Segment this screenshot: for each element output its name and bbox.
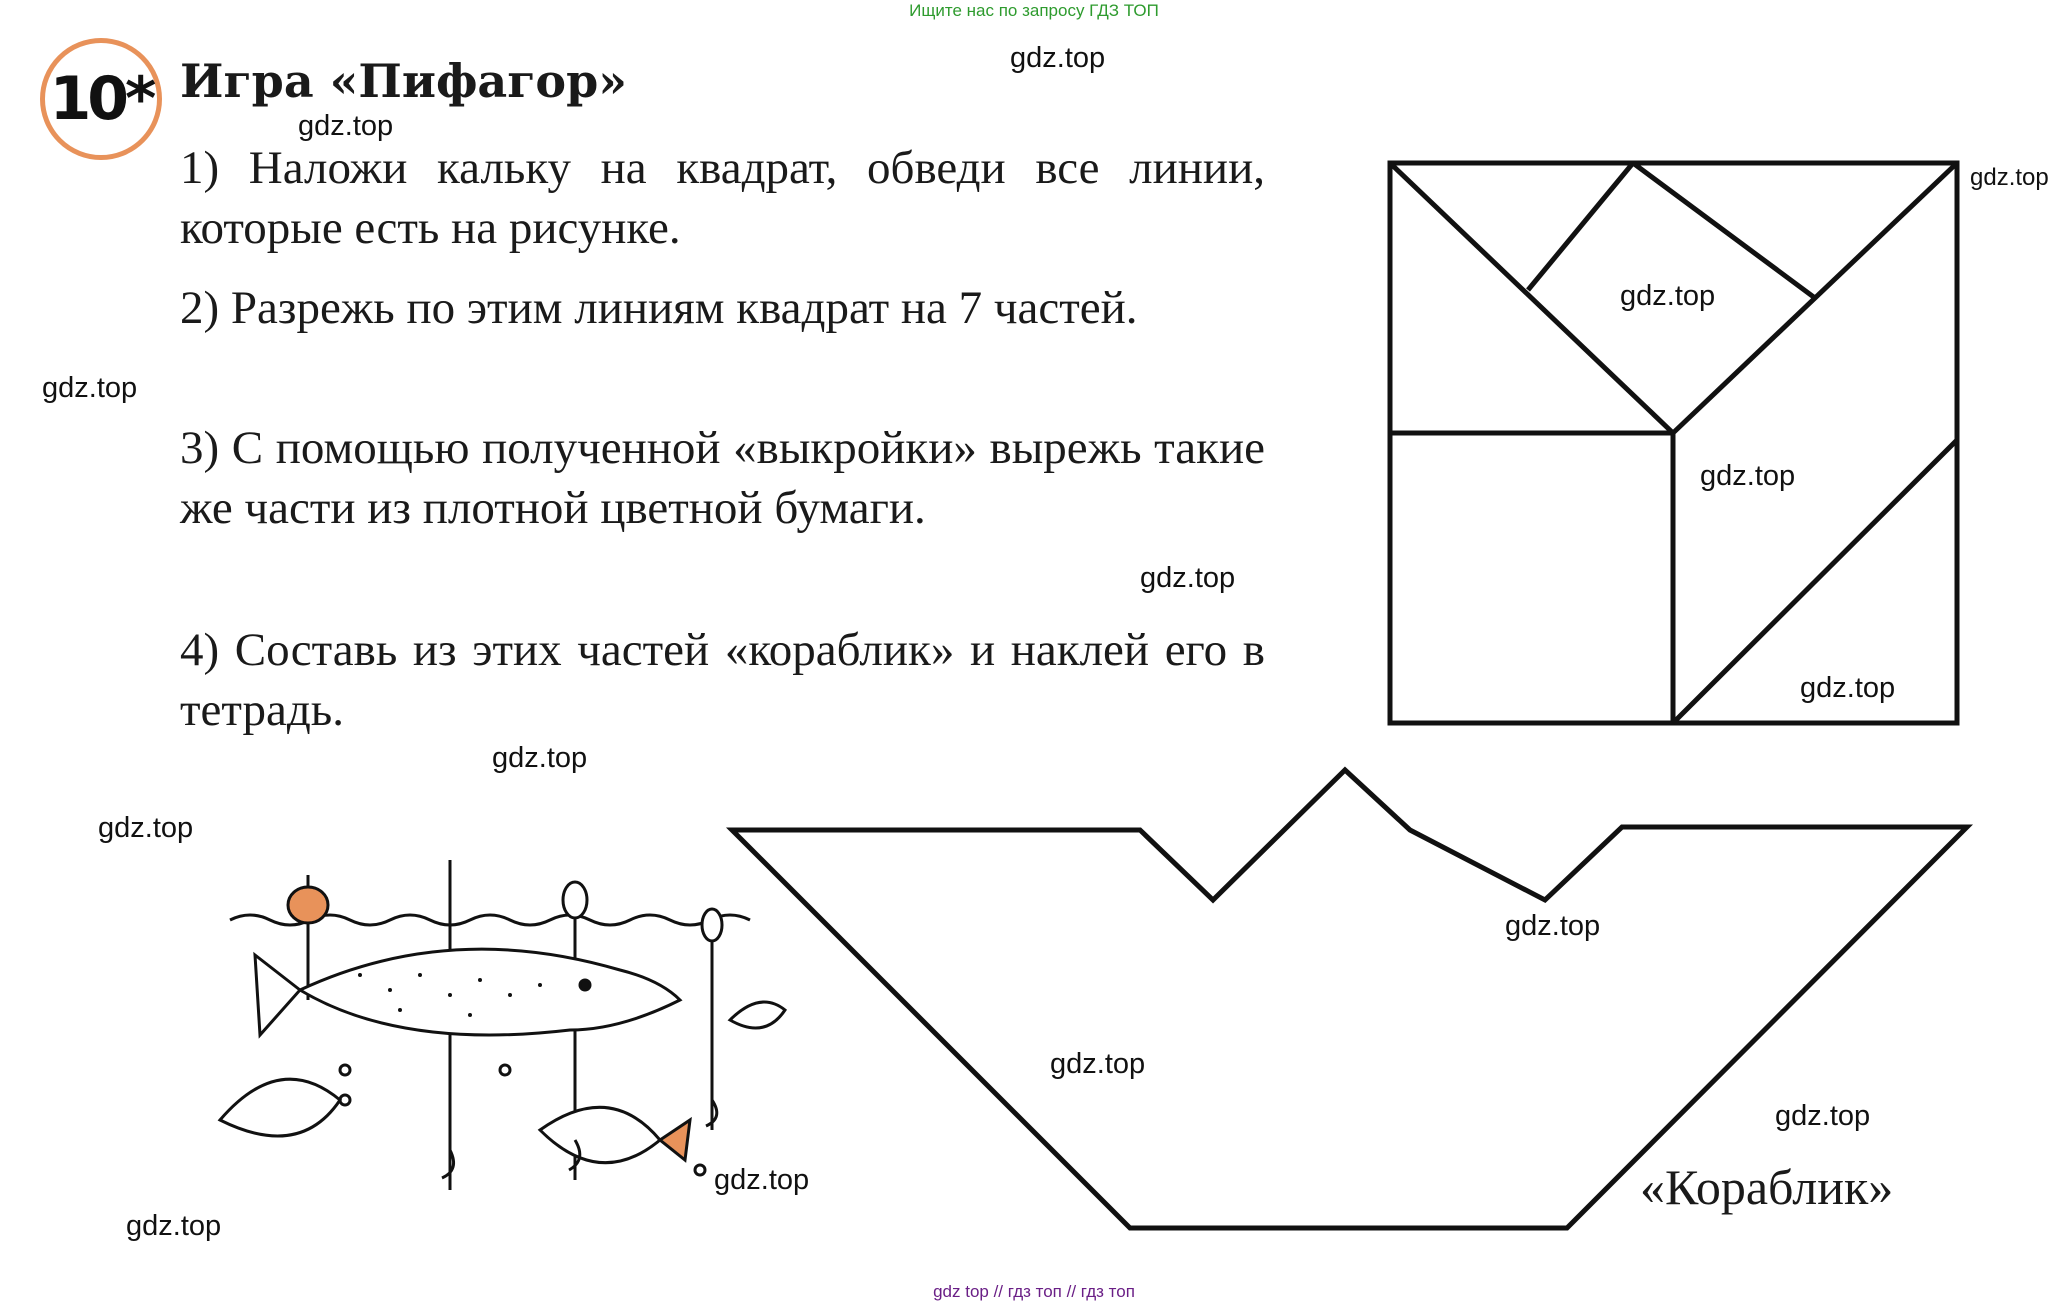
- watermark: gdz.top: [1140, 562, 1236, 594]
- step-4: 4) Составь из этих частей «кораблик» и наклей его в тетрадь.: [180, 624, 1265, 736]
- watermark: gdz.top: [1800, 672, 1896, 704]
- watermark: gdz.top: [298, 110, 394, 142]
- watermark: gdz.top: [98, 812, 194, 844]
- step-2: 2) Разрежь по этим линиям квадрат на 7 частей.: [180, 282, 1138, 334]
- step-1: 1) Наложи кальку на квадрат, обведи все линии, которые есть на рисунке.: [180, 142, 1265, 254]
- watermark: gdz.top: [1505, 910, 1601, 942]
- watermark: gdz.top: [126, 1210, 222, 1242]
- watermark: gdz.top: [492, 742, 588, 774]
- watermark: gdz.top: [1775, 1100, 1871, 1132]
- watermark: gdz.top: [1970, 164, 2049, 191]
- step-3: 3) С помощью полученной «выкройки» вырежь такие же части из плотной цветной бумаги.: [180, 422, 1265, 534]
- watermark: gdz.top: [1620, 280, 1716, 312]
- watermark: gdz.top: [42, 372, 138, 404]
- task-number-badge: 10*: [40, 38, 162, 160]
- watermark: gdz.top: [1010, 42, 1106, 74]
- watermark: gdz.top: [714, 1164, 810, 1196]
- ship-caption: «Кораблик»: [1640, 1159, 1894, 1215]
- watermark: gdz.top: [1050, 1048, 1146, 1080]
- bottom-note: gdz top // гдз топ // гдз топ: [933, 1282, 1135, 1301]
- top-note: Ищите нас по запросу ГДЗ ТОП: [909, 1, 1159, 20]
- watermark: gdz.top: [1700, 460, 1796, 492]
- task-title: Игра «Пифагор»: [180, 54, 628, 108]
